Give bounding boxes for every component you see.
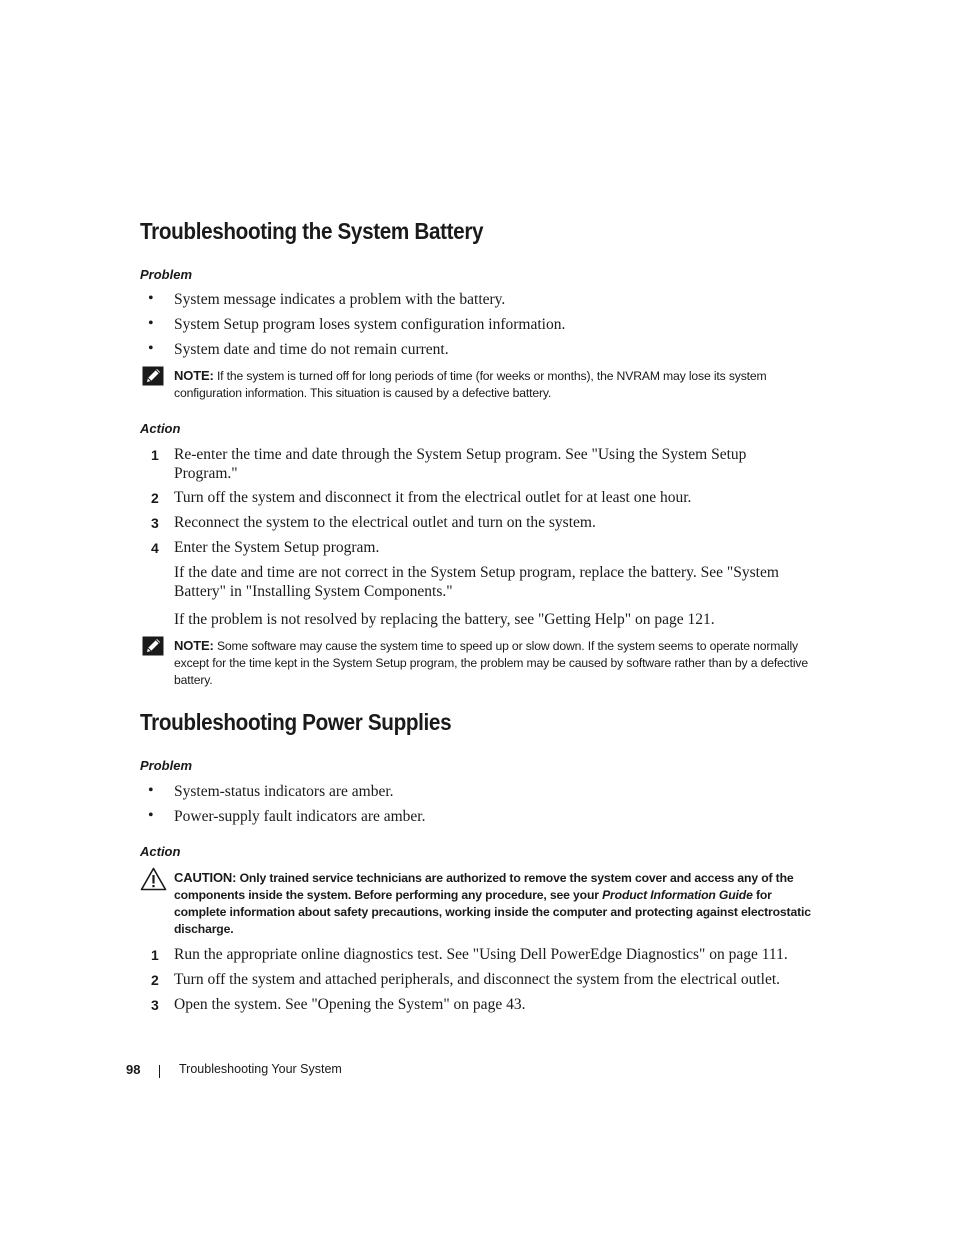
warning-triangle-icon <box>140 867 167 891</box>
step-text: Turn off the system and attached peripherals, and disconnect the system from the electrical outlet. <box>174 971 781 988</box>
step-paragraph: If the problem is not resolved by replacing the battery, see "Getting Help" on page 121. <box>174 611 715 628</box>
step-number: 3 <box>151 515 159 531</box>
bullet-marker: • <box>148 315 154 332</box>
note-text: Some software may cause the system time to speed up or slow down. If the system seems to operate normally except for the time kept in the System Setup program, the problem may be caused by software rather than by a defective battery. <box>174 639 808 687</box>
note-label: NOTE: <box>174 638 214 653</box>
bullet-marker: • <box>148 807 154 824</box>
problem-item: Power-supply fault indicators are amber. <box>174 808 426 825</box>
section-title-battery: Troubleshooting the System Battery <box>140 218 484 244</box>
step-number: 2 <box>151 490 159 506</box>
action-label-power: Action <box>140 844 181 859</box>
step-number: 4 <box>151 540 159 556</box>
footer-divider <box>159 1065 160 1078</box>
bullet-marker: • <box>148 290 154 307</box>
step-number: 1 <box>151 947 159 963</box>
note-text: If the system is turned off for long periods of time (for weeks or months), the NVRAM may lose its system configuration information. This situation is caused by a defective battery. <box>174 369 767 400</box>
problem-label-power: Problem <box>140 758 193 773</box>
bullet-marker: • <box>148 340 154 357</box>
caution-label: CAUTION: <box>174 870 237 885</box>
note-battery-nvram <box>174 367 814 402</box>
problem-label-battery: Problem <box>140 267 193 282</box>
step-text: Reconnect the system to the electrical outlet and turn on the system. <box>174 514 596 531</box>
step-paragraph: If the date and time are not correct in the System Setup program, replace the battery. See "System Battery" in "Installing System Components." <box>174 564 779 600</box>
pencil-note-icon <box>142 366 164 386</box>
chapter-title: Troubleshooting Your System <box>179 1062 342 1076</box>
step-number: 1 <box>151 447 159 463</box>
step-text: Turn off the system and disconnect it from the electrical outlet for at least one hour. <box>174 489 692 506</box>
step-text: Open the system. See "Opening the System" on page 43. <box>174 996 526 1013</box>
section-title-power-supplies: Troubleshooting Power Supplies <box>140 709 452 735</box>
note-software-time <box>174 637 814 689</box>
caution-service-technicians <box>174 869 814 938</box>
problem-item: System-status indicators are amber. <box>174 783 394 800</box>
step-text: Re-enter the time and date through the System Setup program. See "Using the System Setup Program." <box>174 446 747 482</box>
caution-guide-title: Product Information Guide <box>602 888 753 902</box>
action-label-battery: Action <box>140 421 181 436</box>
step-text: Enter the System Setup program. <box>174 539 380 556</box>
problem-item: System date and time do not remain current. <box>174 341 449 358</box>
step-number: 3 <box>151 997 159 1013</box>
caution-text: for complete information about safety precautions, working inside the computer and protecting against electrostatic discharge. <box>174 888 811 936</box>
bullet-marker: • <box>148 782 154 799</box>
problem-item: System message indicates a problem with the battery. <box>174 291 506 308</box>
page-number: 98 <box>126 1062 141 1077</box>
problem-item: System Setup program loses system configuration information. <box>174 316 566 333</box>
pencil-note-icon <box>142 636 164 656</box>
step-text: Run the appropriate online diagnostics test. See "Using Dell PowerEdge Diagnostics" on page 111. <box>174 946 788 963</box>
caution-text: Only trained service technicians are authorized to remove the system cover and access any of the components inside the system. Before performing any procedure, see your <box>174 871 794 902</box>
step-number: 2 <box>151 972 159 988</box>
note-label: NOTE: <box>174 368 214 383</box>
